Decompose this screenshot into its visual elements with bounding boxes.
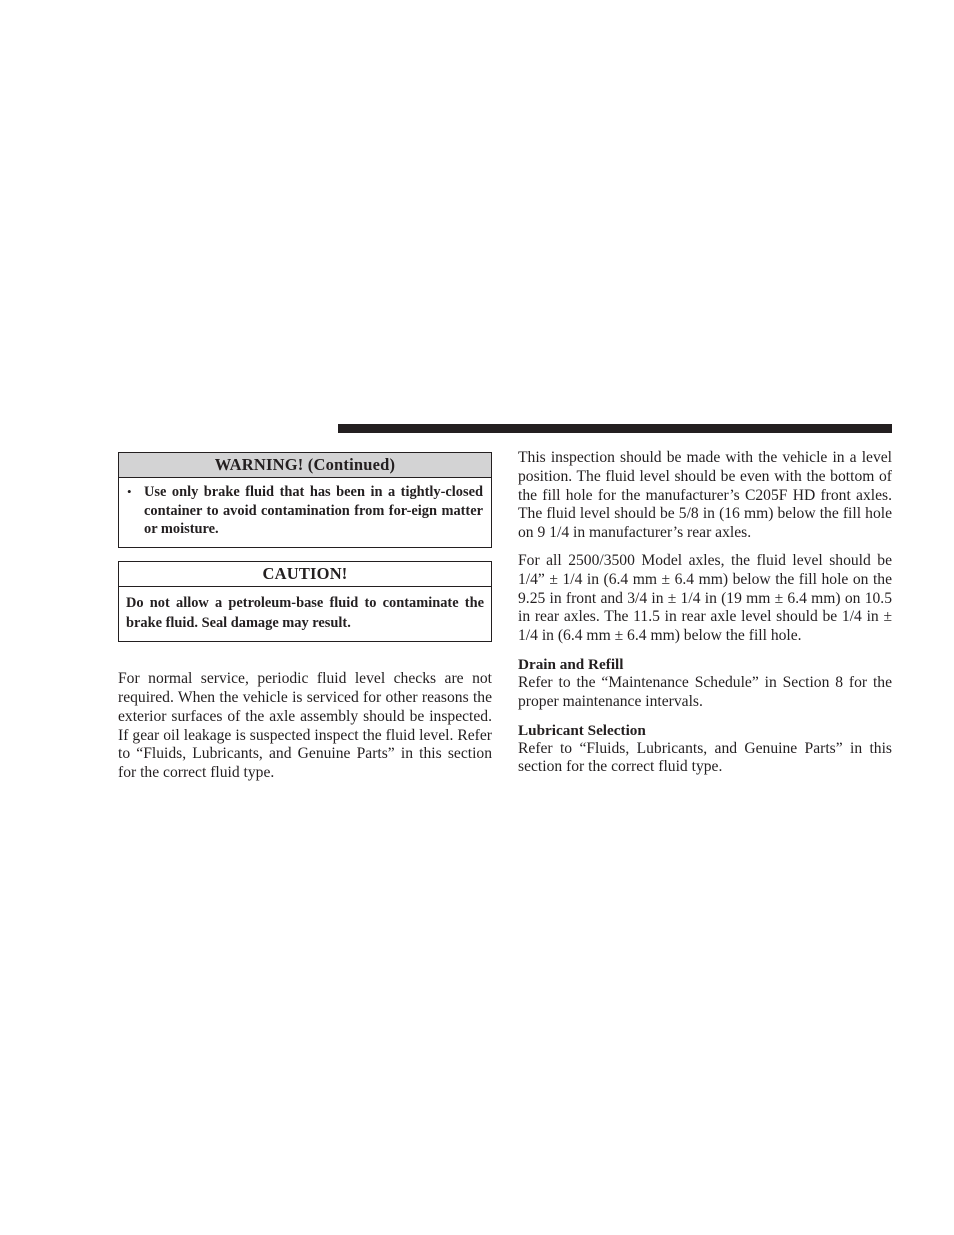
- caution-header: CAUTION!: [119, 562, 491, 587]
- bullet-icon: •: [127, 484, 132, 499]
- warning-header: WARNING! (Continued): [119, 453, 491, 478]
- warning-box: [118, 452, 492, 548]
- caution-body: Do not allow a petroleum-base fluid to contaminate the brake fluid. Seal damage may result.: [126, 595, 484, 631]
- fluid-check-paragraph: For normal service, periodic fluid level checks are not required. When the vehicle is serviced for other reasons the exterior surfaces of the axle assembly should be inspected. If gear oil leakage is suspected inspect the fluid level. Refer to “Fluids, Lubricants, and Genuine Parts” in this section for the correct fluid type.: [118, 670, 492, 782]
- left-column: [118, 452, 492, 783]
- warning-body: [119, 478, 491, 547]
- drain-refill-heading: Drain and Refill: [518, 655, 624, 673]
- inspection-paragraph: This inspection should be made with the vehicle in a level position. The fluid level should be even with the bottom of the fill hole for the manufacturer’s C205F HD front axles. The fluid level should be 5/8 in (16 mm) below the fill hole on 9 1/4 in manufacturer’s rear axles.: [518, 449, 892, 542]
- axle-level-paragraph: For all 2500/3500 Model axles, the fluid level should be 1/4” ± 1/4 in (6.4 mm ± 6.4 mm) below the fill hole on the 9.25 in front and 3/4 in ± 1/4 in (19 mm ± 6.4 mm) on 10.5 in rear axles. The 11.5 in rear axle level should be 1/4 in ± 1/4 in (6.4 mm ± 6.4 mm) below the fill hole.: [518, 551, 892, 645]
- lubricant-selection-text: Refer to “Fluids, Lubricants, and Genuine Parts” in this section for the correct fluid type.: [518, 739, 892, 776]
- caution-box: [118, 561, 492, 642]
- section-header-rule: [338, 424, 892, 433]
- lubricant-selection-heading: Lubricant Selection: [518, 721, 646, 739]
- drain-refill-text: Refer to the “Maintenance Schedule” in Section 8 for the proper maintenance intervals.: [518, 673, 892, 710]
- warning-item-text: Use only brake fluid that has been in a tightly-closed container to avoid contamination from for-eign matter or moisture.: [144, 484, 483, 538]
- right-column: [518, 449, 892, 777]
